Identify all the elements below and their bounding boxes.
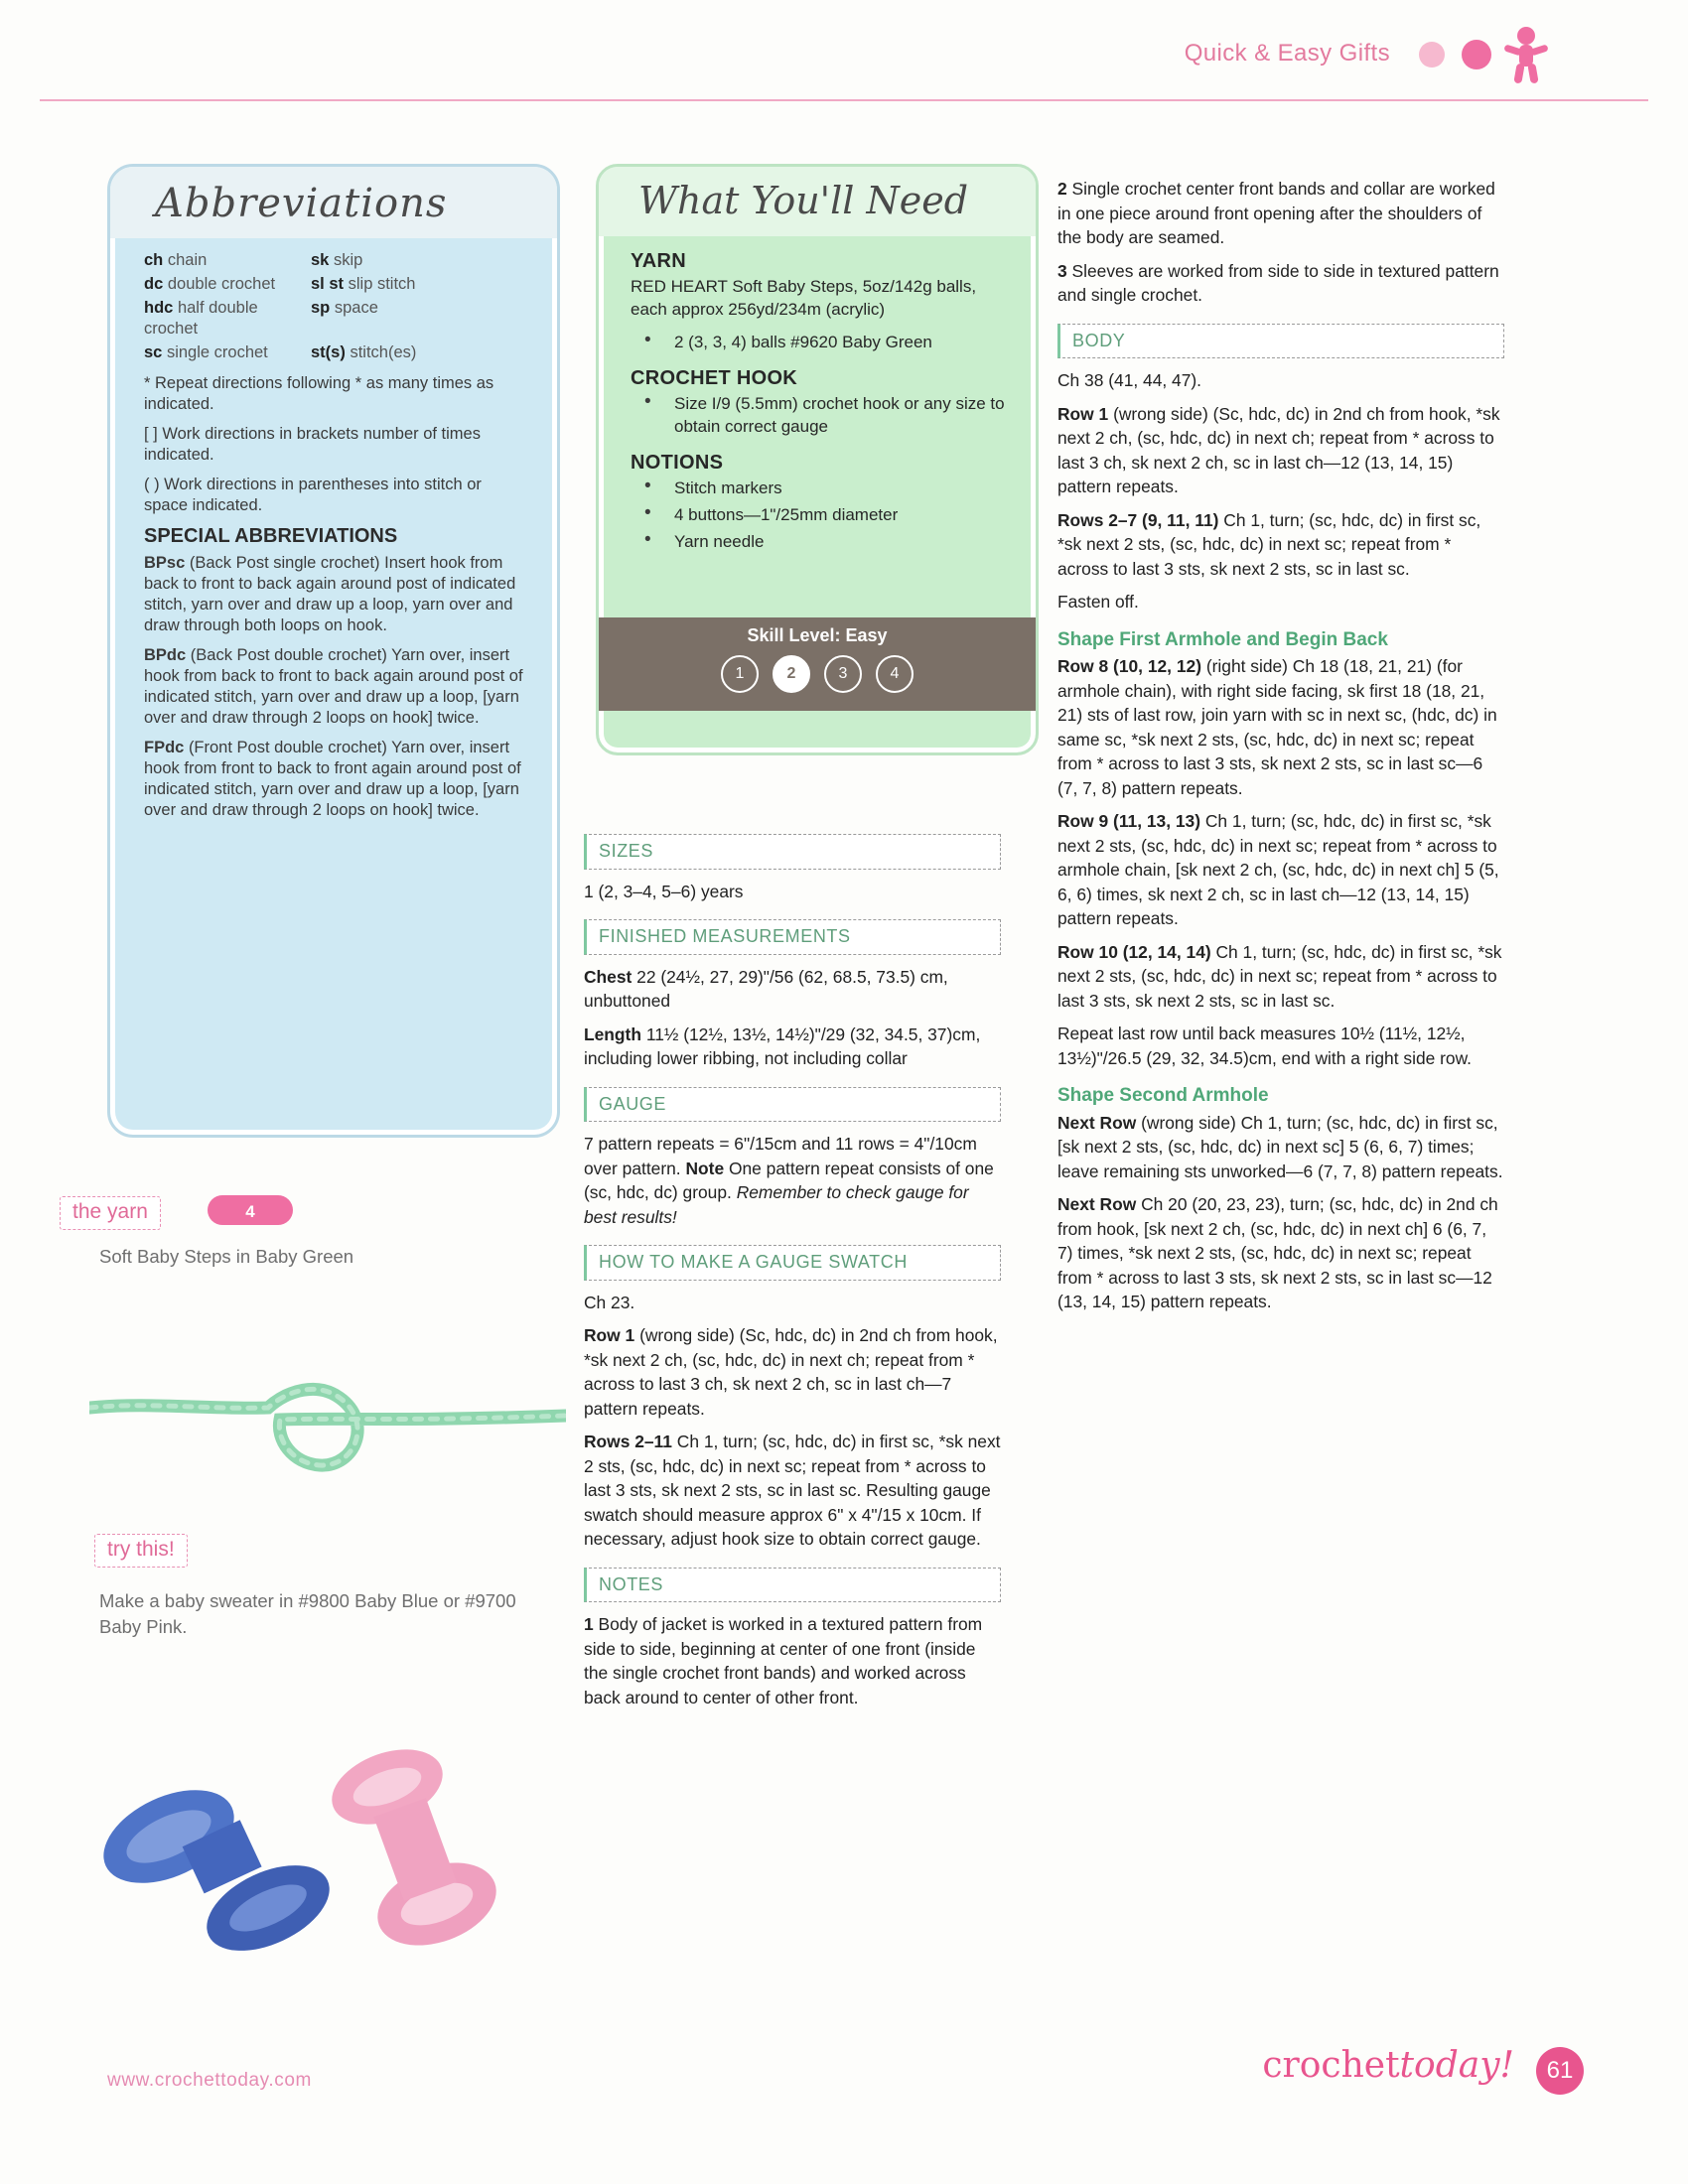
notes-heading: NOTES — [584, 1568, 1001, 1603]
abbreviations-grid — [144, 250, 525, 363]
note-text: Body of jacket is worked in a textured pattern from side to side, beginning at center of one front (inside the single crochet front bands) and worked across back around to center of other front. — [584, 1614, 983, 1707]
swatch-row1-label: Row 1 — [584, 1325, 635, 1345]
try-this-label: try this! — [94, 1534, 188, 1568]
abbrev-note: ( ) Work directions in parentheses into stitch or space indicated. — [144, 476, 482, 514]
note-num: 3 — [1057, 260, 1067, 281]
gauge-text-1: 7 pattern repeats = 6"/15cm and 11 rows = 4"/10cm over pattern. — [584, 1134, 977, 1178]
header-divider — [40, 99, 1648, 101]
first-armhole-heading: Shape First Armhole and Begin Back — [1057, 628, 1388, 650]
swatch-rows-text: Ch 1, turn; (sc, hdc, dc) in first sc, *sk next 2 sts, (sc, hdc, dc) in next sc; repeat from * across to last 3 sts, sk next 2 sts, sc in last sc. Resulting gauge swatch should measure approx 6" x 4"/15 x 10cm. If necessary, adjust hook size to obtain correct gauge. — [584, 1432, 1001, 1549]
special-abbrev-item — [144, 738, 525, 821]
swatch-rows2-11 — [584, 1430, 1001, 1552]
page-header — [0, 0, 1688, 99]
chest-measure — [584, 965, 1001, 1014]
gauge-note-label: Note — [685, 1158, 725, 1178]
notions-bullet: • Yarn needle — [631, 530, 1008, 553]
abbreviations-body — [144, 250, 525, 830]
abbr-def: double crochet — [167, 275, 276, 293]
second-armhole-next-2 — [1057, 1192, 1504, 1314]
swatch-row1-text: (wrong side) (Sc, hdc, dc) in 2nd ch from hook, *sk next 2 ch, (sc, hdc, dc) in next ch; repeat from * across to last 3 ch, sk next 2 ch, sc in last ch—7 pattern repeats. — [584, 1325, 998, 1419]
length-text: 11½ (12½, 13½, 14½)"/29 (32, 34.5, 37)cm, including lower ribbing, not including collar — [584, 1024, 981, 1068]
note-text: Sleeves are worked from side to side in textured pattern and single crochet. — [1057, 260, 1499, 305]
logo-part-1: crochet — [1262, 2045, 1400, 2086]
gauge-italic-note: Remember to check gauge for best results! — [584, 1182, 969, 1227]
body-row1-label: Row 1 — [1057, 403, 1109, 424]
yarn-text: RED HEART Soft Baby Steps, 5oz/142g balls, each approx 256yd/234m (acrylic) — [631, 277, 977, 319]
armhole-row8-text: (right side) Ch 18 (18, 21, 21) (for armhole chain), with right side facing, sk first 18 (18, 21, 21) sts of last row, join yarn with sc in next sc, (hdc, dc) in same sc, *sk next 2 sts, (sc, hdc, dc) in next sc; repeat from * across to last 3 sts, sk next 2 sts, sc in last sc—6 (7, 7, 8) pattern repeats. — [1057, 656, 1497, 798]
body-rows-label: Rows 2–7 (9, 11, 11) — [1057, 509, 1219, 530]
abbr-pair — [311, 342, 525, 363]
skill-dot-1: 1 — [721, 655, 759, 693]
special-abbrev-item — [144, 645, 525, 729]
special-abbrev-item — [144, 553, 525, 636]
skill-dot-4: 4 — [876, 655, 914, 693]
abbreviations-title: Abbreviations — [155, 181, 448, 226]
hook-heading: CROCHET HOOK — [631, 367, 798, 389]
next-row-label: Next Row — [1057, 1112, 1137, 1133]
abbr-pair — [311, 298, 525, 340]
note-num: 1 — [584, 1614, 594, 1634]
special-abbrev-term: BPdc — [144, 646, 187, 664]
yarn-weight-badge-icon — [207, 1191, 294, 1229]
next-row-text: Ch 20 (20, 23, 23), turn; (sc, hdc, dc) in 2nd ch from hook, [sk next 2 ch, (sc, hdc, dc) in next ch] 6 (6, 7, 7) times, *sk next 2 sts, (sc, hdc, dc) in next sc; repeat from * across to last 3 sts, sk next 2 sts, sc in last sc—12 (13, 14, 15) pattern repeats. — [1057, 1194, 1498, 1311]
the-yarn-label: the yarn — [60, 1196, 161, 1230]
abbr-term: ch — [144, 251, 164, 269]
armhole-row8-label: Row 8 (10, 12, 12) — [1057, 656, 1201, 676]
armhole-row10-label: Row 10 (12, 14, 14) — [1057, 941, 1211, 962]
abbrev-note: [ ] Work directions in brackets number of times indicated. — [144, 425, 481, 464]
yarn-bullet: • 2 (3, 3, 4) balls #9620 Baby Green — [631, 331, 1008, 353]
special-abbrev-text: (Back Post single crochet) Insert hook from back to front to back again around post of indicated stitch, yarn over and draw up a loop, yarn over and draw through both loops on hook. — [144, 554, 516, 634]
skill-level-label: Skill Level: Easy — [747, 625, 888, 645]
finished-measurements-heading: FINISHED MEASUREMENTS — [584, 919, 1001, 955]
notions-heading: NOTIONS — [631, 452, 724, 474]
notions-bullet: • Stitch markers — [631, 477, 1008, 499]
body-row1 — [1057, 402, 1504, 499]
abbr-pair — [144, 274, 311, 295]
body-ch: Ch 38 (41, 44, 47). — [1057, 370, 1202, 390]
notes-item-2 — [1057, 177, 1504, 250]
next-row-label: Next Row — [1057, 1194, 1137, 1214]
the-yarn-subtitle: Soft Baby Steps in Baby Green — [99, 1246, 354, 1267]
special-abbrev-term: BPsc — [144, 554, 186, 572]
gauge-text-2: One pattern repeat consists of one (sc, hdc, dc) group. — [584, 1158, 994, 1202]
special-abbreviations-title: SPECIAL ABBREVIATIONS — [144, 525, 398, 547]
page-number: 61 — [1536, 2047, 1584, 2095]
abbr-def: single crochet — [166, 343, 268, 361]
try-this-text: Make a baby sweater in #9800 Baby Blue or #9700 Baby Pink. — [99, 1590, 516, 1637]
green-yarn-photo — [89, 1291, 566, 1549]
second-armhole-heading: Shape Second Armhole — [1057, 1085, 1269, 1106]
notions-bullet: • 4 buttons—1"/25mm diameter — [631, 503, 1008, 526]
abbrev-note: * Repeat directions following * as many times as indicated. — [144, 374, 494, 413]
abbr-term: sp — [311, 299, 331, 317]
abbr-term: sl st — [311, 275, 345, 293]
right-column — [1057, 177, 1504, 1323]
length-label: Length — [584, 1024, 641, 1044]
armhole-row9 — [1057, 809, 1504, 931]
body-section-heading: BODY — [1057, 324, 1504, 359]
decor-dot-light-icon — [1419, 42, 1445, 68]
notes-item-1 — [584, 1612, 1001, 1709]
special-abbrev-text: (Front Post double crochet) Yarn over, insert hook from front to back to front again around post of indicated stitch, yarn over and draw up a loop, [yarn over and draw through 2 loops on hook] twice. — [144, 739, 521, 819]
website-url[interactable]: www.crochettoday.com — [107, 2070, 312, 2091]
abbr-def: space — [334, 299, 378, 317]
gauge-swatch-heading: HOW TO MAKE A GAUGE SWATCH — [584, 1245, 1001, 1281]
try-this-label-wrap — [94, 1534, 188, 1568]
abbr-def: chain — [167, 251, 208, 269]
gingerbread-man-icon — [1503, 26, 1549, 83]
body-row1-text: (wrong side) (Sc, hdc, dc) in 2nd ch from hook, *sk next 2 ch, (sc, hdc, dc) in next ch; repeat from * across to last 3 ch, sk next 2 ch, sc in last ch—12 (13, 14, 15) pattern repeats. — [1057, 403, 1500, 496]
armhole-row9-text: Ch 1, turn; (sc, hdc, dc) in first sc, *sk next 2 sts, (sc, hdc, dc) in next sc; repeat from * across to armhole chain, [sk next 2 ch, (sc, hdc, dc) in next ch] 5 (5, 6, 6) times, sk next 2 ch, sc in last ch—12 (13, 14, 15) pattern repeats. — [1057, 811, 1499, 928]
note-text: Single crochet center front bands and collar are worked in one piece around front opening after the shoulders of the body are seamed. — [1057, 179, 1495, 247]
next-row-text: (wrong side) Ch 1, turn; (sc, hdc, dc) in first sc, [sk next 2 sts, (sc, hdc, dc) in next sc] 5 (6, 6, 7) times; leave remaining sts unworked—6 (7, 7, 8) pattern repeats. — [1057, 1112, 1503, 1181]
abbr-pair — [311, 250, 525, 271]
abbr-term: dc — [144, 275, 164, 293]
abbr-def: skip — [333, 251, 363, 269]
sizes-text: 1 (2, 3–4, 5–6) years — [584, 881, 744, 901]
what-youll-need-body — [631, 250, 1008, 557]
gauge-heading: GAUGE — [584, 1087, 1001, 1123]
abbr-def: slip stitch — [348, 275, 416, 293]
abbr-pair — [144, 250, 311, 271]
abbr-def: half double crochet — [144, 299, 258, 338]
abbr-pair — [311, 274, 525, 295]
skill-level-dots — [599, 655, 1036, 693]
yarn-heading: YARN — [631, 250, 687, 272]
armhole-row9-label: Row 9 (11, 13, 13) — [1057, 811, 1201, 831]
middle-column — [584, 834, 1001, 1718]
abbr-def: stitch(es) — [350, 343, 417, 361]
skill-dot-2: 2 — [773, 655, 810, 693]
abbr-term: st(s) — [311, 343, 346, 361]
abbr-pair — [144, 342, 311, 363]
armhole-row10 — [1057, 940, 1504, 1014]
magazine-logo — [1262, 2045, 1514, 2086]
hook-bullet: • Size I/9 (5.5mm) crochet hook or any size to obtain correct gauge — [631, 392, 1008, 438]
what-youll-need-title: What You'll Need — [638, 179, 969, 222]
body-rows2-7 — [1057, 508, 1504, 582]
logo-part-2: today! — [1399, 2045, 1514, 2086]
abbr-pair — [144, 298, 311, 340]
chest-label: Chest — [584, 966, 633, 987]
swatch-rows-label: Rows 2–11 — [584, 1432, 672, 1451]
what-youll-need-box — [596, 164, 1039, 755]
sizes-heading: SIZES — [584, 834, 1001, 870]
armhole-row8 — [1057, 654, 1504, 800]
abbreviations-box — [107, 164, 560, 1138]
yarn-skeins-photo — [60, 1638, 576, 1966]
length-measure — [584, 1023, 1001, 1071]
armhole-row10-text: Ch 1, turn; (sc, hdc, dc) in first sc, *sk next 2 sts, (sc, hdc, dc) in next sc; repeat from * across to last 3 sts, sk next 2 sts, sc in last sc. — [1057, 941, 1502, 1011]
swatch-ch: Ch 23. — [584, 1292, 635, 1312]
abbr-term: hdc — [144, 299, 174, 317]
chest-text: 22 (24½, 27, 29)"/56 (62, 68.5, 73.5) cm, unbuttoned — [584, 966, 948, 1011]
notes-item-3 — [1057, 259, 1504, 308]
skill-dot-3: 3 — [824, 655, 862, 693]
armhole-repeat-text: Repeat last row until back measures 10½ (11½, 12½, 13½)"/26.5 (29, 32, 34.5)cm, end with a right side row. — [1057, 1024, 1473, 1068]
body-rows-text: Ch 1, turn; (sc, hdc, dc) in first sc, *sk next 2 sts, (sc, hdc, dc) in next sc; repeat from * across to last 3 sts, sk next 2 sts, sc in last sc. — [1057, 509, 1481, 579]
header-title: Quick & Easy Gifts — [1184, 40, 1390, 67]
skill-level-band — [599, 617, 1036, 711]
swatch-row1 — [584, 1323, 1001, 1421]
gauge-text — [584, 1132, 1001, 1229]
special-abbrev-text: (Back Post double crochet) Yarn over, insert hook from back to front to back again around post of indicated stitch, yarn over and draw up a loop, [yarn over and draw through 2 loops on hook] twice. — [144, 646, 523, 727]
abbr-term: sk — [311, 251, 330, 269]
decor-dot-dark-icon — [1462, 40, 1491, 69]
body-fasten-off: Fasten off. — [1057, 592, 1139, 612]
abbr-term: sc — [144, 343, 163, 361]
svg-text:4: 4 — [245, 1202, 255, 1221]
second-armhole-next-1 — [1057, 1111, 1504, 1184]
special-abbrev-term: FPdc — [144, 739, 185, 756]
note-num: 2 — [1057, 179, 1067, 199]
